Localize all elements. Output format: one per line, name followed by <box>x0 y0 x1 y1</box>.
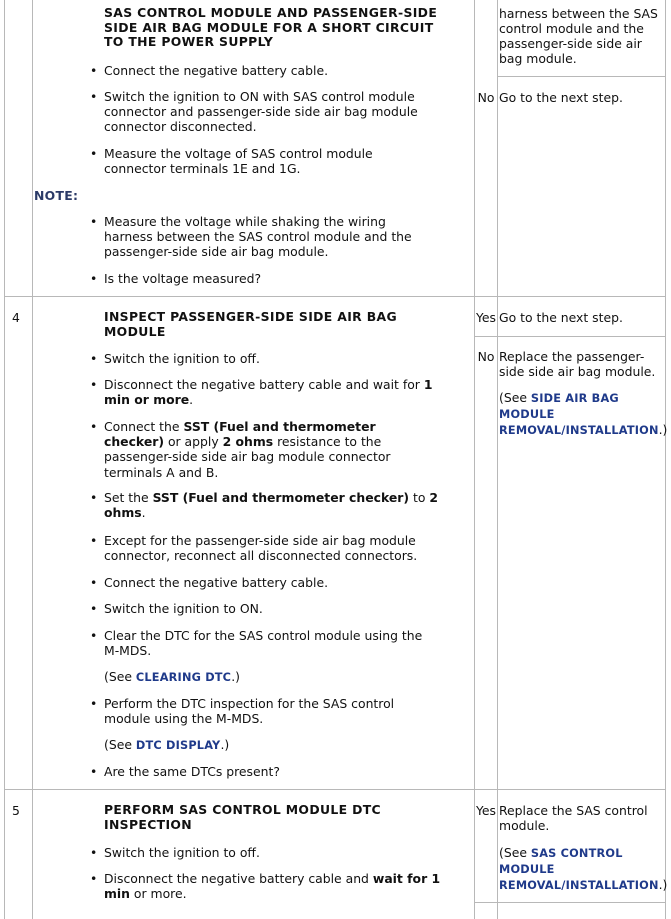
action-list <box>90 146 400 176</box>
row-divider <box>4 789 666 790</box>
emphasis: SST (Fuel and thermometer checker) <box>152 490 410 505</box>
list-item: • Switch the ignition to ON. <box>90 601 450 616</box>
note-label: NOTE: <box>34 188 79 203</box>
action-list <box>90 764 450 779</box>
see-reference <box>499 390 668 438</box>
emphasis: 1 min or more <box>104 377 433 408</box>
list-item: • Measure the voltage while shaking the wiring harness between the SAS control module and the passenger-side side air bag module. <box>90 214 430 260</box>
list-item: • Connect the negative battery cable. <box>90 63 450 78</box>
table-border-left <box>4 0 5 919</box>
list-item <box>90 377 442 407</box>
step-number: 5 <box>12 803 20 818</box>
table-border-action <box>474 0 475 919</box>
list-item: • Connect the negative battery cable. <box>90 575 450 590</box>
text: .) <box>231 669 240 684</box>
list-item: • Switch the ignition to off. <box>90 351 450 366</box>
list-item: • Perform the DTC inspection for the SAS control module using the M-MDS. <box>90 696 410 726</box>
list-item: • Clear the DTC for the SAS control module using the M-MDS. <box>90 628 440 658</box>
action-list <box>90 696 410 726</box>
text: Disconnect the negative battery cable and wait for <box>104 377 424 392</box>
list-item <box>90 490 450 520</box>
text: resistance to the passenger-side side air bag module connector terminals A and B. <box>104 434 391 480</box>
row-divider <box>497 76 665 77</box>
no-result: Go to the next step. <box>499 90 623 105</box>
text: to <box>409 490 430 505</box>
dtc-display-link[interactable]: DTC DISPLAY <box>135 739 221 752</box>
no-label: No <box>477 349 495 364</box>
emphasis: 2 ohms <box>222 434 274 450</box>
yes-label: Yes <box>475 803 496 818</box>
sas-control-module-removal-link[interactable]: SAS CONTROL MODULE REMOVAL/INSTALLATION <box>499 847 659 892</box>
see-reference <box>90 669 444 685</box>
yes-label: Yes <box>475 310 496 325</box>
emphasis: SST (Fuel and thermometer checker) <box>104 419 376 450</box>
see-reference <box>90 737 444 753</box>
row-divider <box>474 902 666 903</box>
list-item <box>90 871 442 901</box>
action-list <box>90 601 450 616</box>
text: (See <box>499 845 531 860</box>
list-item: • Is the voltage measured? <box>90 271 430 286</box>
step-title: PERFORM SAS CONTROL MODULE DTC INSPECTION <box>104 802 381 832</box>
action-list <box>90 271 430 286</box>
side-air-bag-removal-link[interactable]: SIDE AIR BAG MODULE REMOVAL/INSTALLATION <box>499 392 659 437</box>
action-list <box>90 490 450 520</box>
action-list <box>90 419 410 480</box>
step-number: 4 <box>12 310 20 325</box>
text: or apply <box>164 434 223 450</box>
table-border-yesno <box>497 0 498 919</box>
emphasis: 2 ohms <box>104 490 438 521</box>
see-reference <box>499 845 668 893</box>
text: (See <box>104 669 136 684</box>
action-list <box>90 871 442 901</box>
yes-result: Replace the SAS control module. <box>499 803 648 833</box>
list-item <box>90 419 410 480</box>
list-item: • Except for the passenger-side side air bag module connector, reconnect all disconnected connectors. <box>90 533 435 563</box>
step-title: INSPECT PASSENGER-SIDE SIDE AIR BAG MODULE <box>104 309 397 339</box>
text: . <box>141 505 146 521</box>
action-list <box>90 845 450 860</box>
text: .) <box>220 737 230 752</box>
text: (See <box>104 737 136 752</box>
action-list <box>90 214 430 260</box>
text: Connect the <box>104 419 184 434</box>
action-list <box>90 533 435 563</box>
text: or more. <box>129 886 187 902</box>
text: Disconnect the negative battery cable and <box>104 871 373 886</box>
step-title: SAS CONTROL MODULE AND PASSENGER-SIDE SIDE AIR BAG MODULE FOR A SHORT CIRCUIT TO THE POWER SUPPLY <box>104 5 438 50</box>
action-list <box>90 377 442 407</box>
text: .) <box>658 422 668 437</box>
list-item: • Measure the voltage of SAS control module connector terminals 1E and 1G. <box>90 146 400 176</box>
list-item: • Switch the ignition to off. <box>90 845 450 860</box>
text: (See <box>499 390 531 405</box>
text: . <box>189 392 194 408</box>
text: .) <box>658 877 668 892</box>
action-list <box>90 63 450 78</box>
yes-result: Go to the next step. <box>499 310 623 325</box>
list-item: • Are the same DTCs present? <box>90 764 450 779</box>
row-divider <box>4 296 666 297</box>
clearing-dtc-link[interactable]: CLEARING DTC <box>135 671 232 684</box>
text: Set the <box>104 490 153 505</box>
row-divider <box>474 336 666 337</box>
list-item: • Switch the ignition to ON with SAS control module connector and passenger-side side air bag module connector disconnected. <box>90 89 440 135</box>
yes-result: harness between the SAS control module and the passenger-side side air bag module. <box>499 6 658 66</box>
emphasis: wait for 1 min <box>104 871 441 902</box>
action-list <box>90 628 440 658</box>
no-label: No <box>477 90 495 105</box>
no-result: Replace the passenger-side side air bag module. <box>499 349 656 379</box>
table-border-step <box>32 0 33 919</box>
table-border-right <box>665 0 666 919</box>
action-list <box>90 351 450 366</box>
action-list <box>90 575 450 590</box>
action-list <box>90 89 440 135</box>
